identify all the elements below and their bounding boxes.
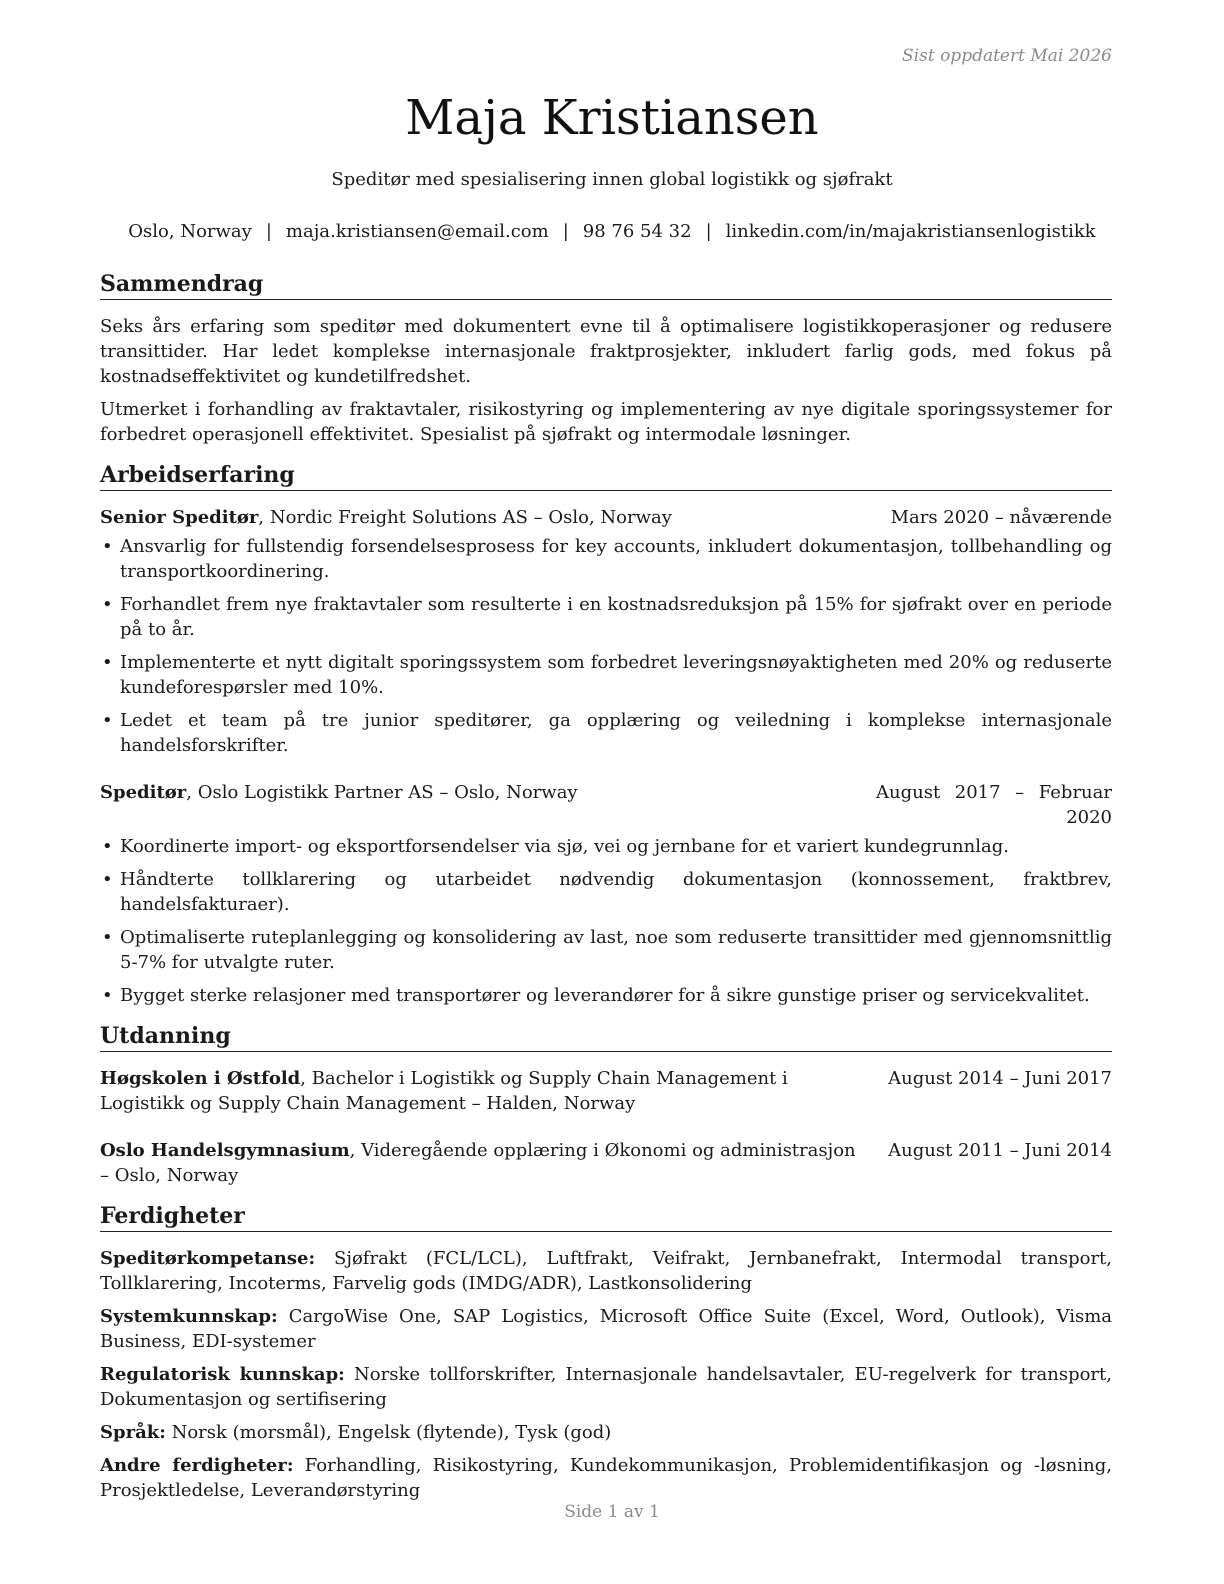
contact-separator: |: [265, 221, 272, 242]
education-entry: [100, 1066, 1112, 1116]
summary-paragraph: Utmerket i forhandling av fraktavtaler, risikostyring og implementering av nye digitale sporingssystemer for forbedret operasjonell effektivitet. Spesialist på sjøfrakt og intermodale løsninger.: [100, 399, 1112, 445]
school-name: Høgskolen i Østfold: [100, 1068, 301, 1089]
school-name: Oslo Handelsgymnasium: [100, 1140, 350, 1161]
contact-separator: |: [705, 221, 712, 242]
list-item: • Koordinerte import- og eksportforsendelser via sjø, vei og jernbane for et variert kundegrunnlag.: [102, 836, 1009, 857]
skill-label: Andre ferdigheter:: [100, 1455, 294, 1476]
tagline: Speditør med spesialisering innen global logistikk og sjøfrakt: [331, 169, 893, 190]
list-item: • Optimaliserte ruteplanlegging og konsolidering av last, noe som reduserte transittider med gjennomsnittlig 5-7% for utvalgte ruter.: [102, 927, 1112, 973]
bullet-icon: •: [102, 869, 113, 890]
page-number: Side 1 av 1: [564, 1502, 660, 1522]
contact-line: [0, 219, 1224, 244]
last-updated: Sist oppdatert Mai 2026: [902, 46, 1112, 66]
degree-detail: , Videregående opplæring i Økonomi og administrasjon – Oslo, Norway: [100, 1140, 856, 1186]
section-title-education: Utdanning: [100, 1022, 1112, 1052]
job-header: [100, 780, 1112, 830]
bullet-icon: •: [102, 836, 113, 857]
list-item: • Ansvarlig for fullstendig forsendelsesprosess for key accounts, inkludert dokumentasjon, tollbehandling og transportkoordinering.: [102, 536, 1112, 582]
contact-separator: |: [562, 221, 569, 242]
skill-label: Systemkunnskap:: [100, 1306, 278, 1327]
bullet-icon: •: [102, 985, 113, 1006]
skill-label: Regulatorisk kunnskap:: [100, 1364, 345, 1385]
degree-detail: , Bachelor i Logistikk og Supply Chain Management i Logistikk og Supply Chain Management – Halden, Norway: [100, 1068, 788, 1114]
contact-linkedin[interactable]: linkedin.com/in/majakristiansenlogistikk: [725, 221, 1096, 242]
list-item: • Forhandlet frem nye fraktavtaler som resulterte i en kostnadsreduksjon på 15% for sjøfrakt over en periode på to år.: [102, 594, 1112, 640]
job-role: Senior Speditør: [100, 507, 259, 528]
job-date: Mars 2020 – nåværende: [890, 507, 1112, 528]
summary-section: [100, 270, 1112, 447]
skills-section: [100, 1202, 1112, 1503]
list-item: • Bygget sterke relasjoner med transportører og leverandører for å sikre gunstige priser og servicekvalitet.: [102, 985, 1090, 1006]
education-entry: [100, 1138, 1112, 1188]
bullet-icon: •: [102, 652, 113, 673]
skill-line: Språk: Norsk (morsmål), Engelsk (flytende), Tysk (god): [100, 1422, 612, 1443]
list-item: • Ledet et team på tre junior speditører, ga opplæring og veiledning i komplekse internasjonale handelsforskrifter.: [102, 710, 1112, 756]
summary-paragraph: Seks års erfaring som speditør med dokumentert evne til å optimalisere logistikkoperasjoner og redusere transittider. Har ledet komplekse internasjonale fraktprosjekter, inkludert farlig gods, med fokus på kostnadseffektivitet og kundetilfredshet.: [100, 316, 1112, 387]
experience-section: [100, 461, 1112, 1008]
job-date: August 2017 – Februar 2020: [876, 782, 1112, 828]
skill-label: Speditørkompetanse:: [100, 1248, 316, 1269]
job-entry: [100, 780, 1112, 1008]
list-item: • Implementerte et nytt digitalt sporingssystem som forbedret leveringsnøyaktigheten med 20% og reduserte kundeforespørsler med 10%.: [102, 652, 1112, 698]
job-role: Speditør: [100, 782, 187, 803]
education-date: August 2011 – Juni 2014: [888, 1140, 1112, 1161]
skill-line: Regulatorisk kunnskap: Norske tollforskrifter, Internasjonale handelsavtaler, EU-regelverk for transport, Dokumentasjon og sertifisering: [100, 1364, 1112, 1410]
section-title-experience: Arbeidserfaring: [100, 461, 1112, 491]
skill-line: Systemkunnskap: CargoWise One, SAP Logistics, Microsoft Office Suite (Excel, Word, Outlook), Visma Business, EDI-systemer: [100, 1306, 1112, 1352]
skill-line: Andre ferdigheter: Forhandling, Risikostyring, Kundekommunikasjon, Problemidentifikasjon og -løsning, Prosjektledelse, Leverandørstyring: [100, 1455, 1112, 1501]
bullet-icon: •: [102, 536, 113, 557]
skill-line: Speditørkompetanse: Sjøfrakt (FCL/LCL), Luftfrakt, Veifrakt, Jernbanefrakt, Intermodal transport, Tollklarering, Incoterms, Farvelig gods (IMDG/ADR), Lastkonsolidering: [100, 1248, 1112, 1294]
contact-phone: 98 76 54 32: [582, 221, 692, 242]
job-employer: , Oslo Logistikk Partner AS – Oslo, Norway: [186, 782, 578, 803]
skill-label: Språk:: [100, 1422, 166, 1443]
bullet-icon: •: [102, 927, 113, 948]
candidate-name: Maja Kristiansen: [405, 90, 819, 146]
job-header: [100, 505, 1112, 530]
education-date: August 2014 – Juni 2017: [888, 1068, 1112, 1089]
bullet-icon: •: [102, 710, 113, 731]
list-item: • Håndterte tollklarering og utarbeidet nødvendig dokumentasjon (konnossement, fraktbrev, handelsfakturaer).: [102, 869, 1112, 915]
section-title-skills: Ferdigheter: [100, 1202, 1112, 1232]
resume-content: [100, 270, 1112, 1517]
job-bullets: [100, 534, 1112, 758]
contact-email[interactable]: maja.kristiansen@email.com: [285, 221, 549, 242]
section-title-summary: Sammendrag: [100, 270, 1112, 300]
contact-location: Oslo, Norway: [128, 221, 252, 242]
education-section: [100, 1022, 1112, 1188]
bullet-icon: •: [102, 594, 113, 615]
job-entry: [100, 505, 1112, 758]
job-employer: , Nordic Freight Solutions AS – Oslo, Norway: [258, 507, 672, 528]
job-bullets: [100, 834, 1112, 1008]
